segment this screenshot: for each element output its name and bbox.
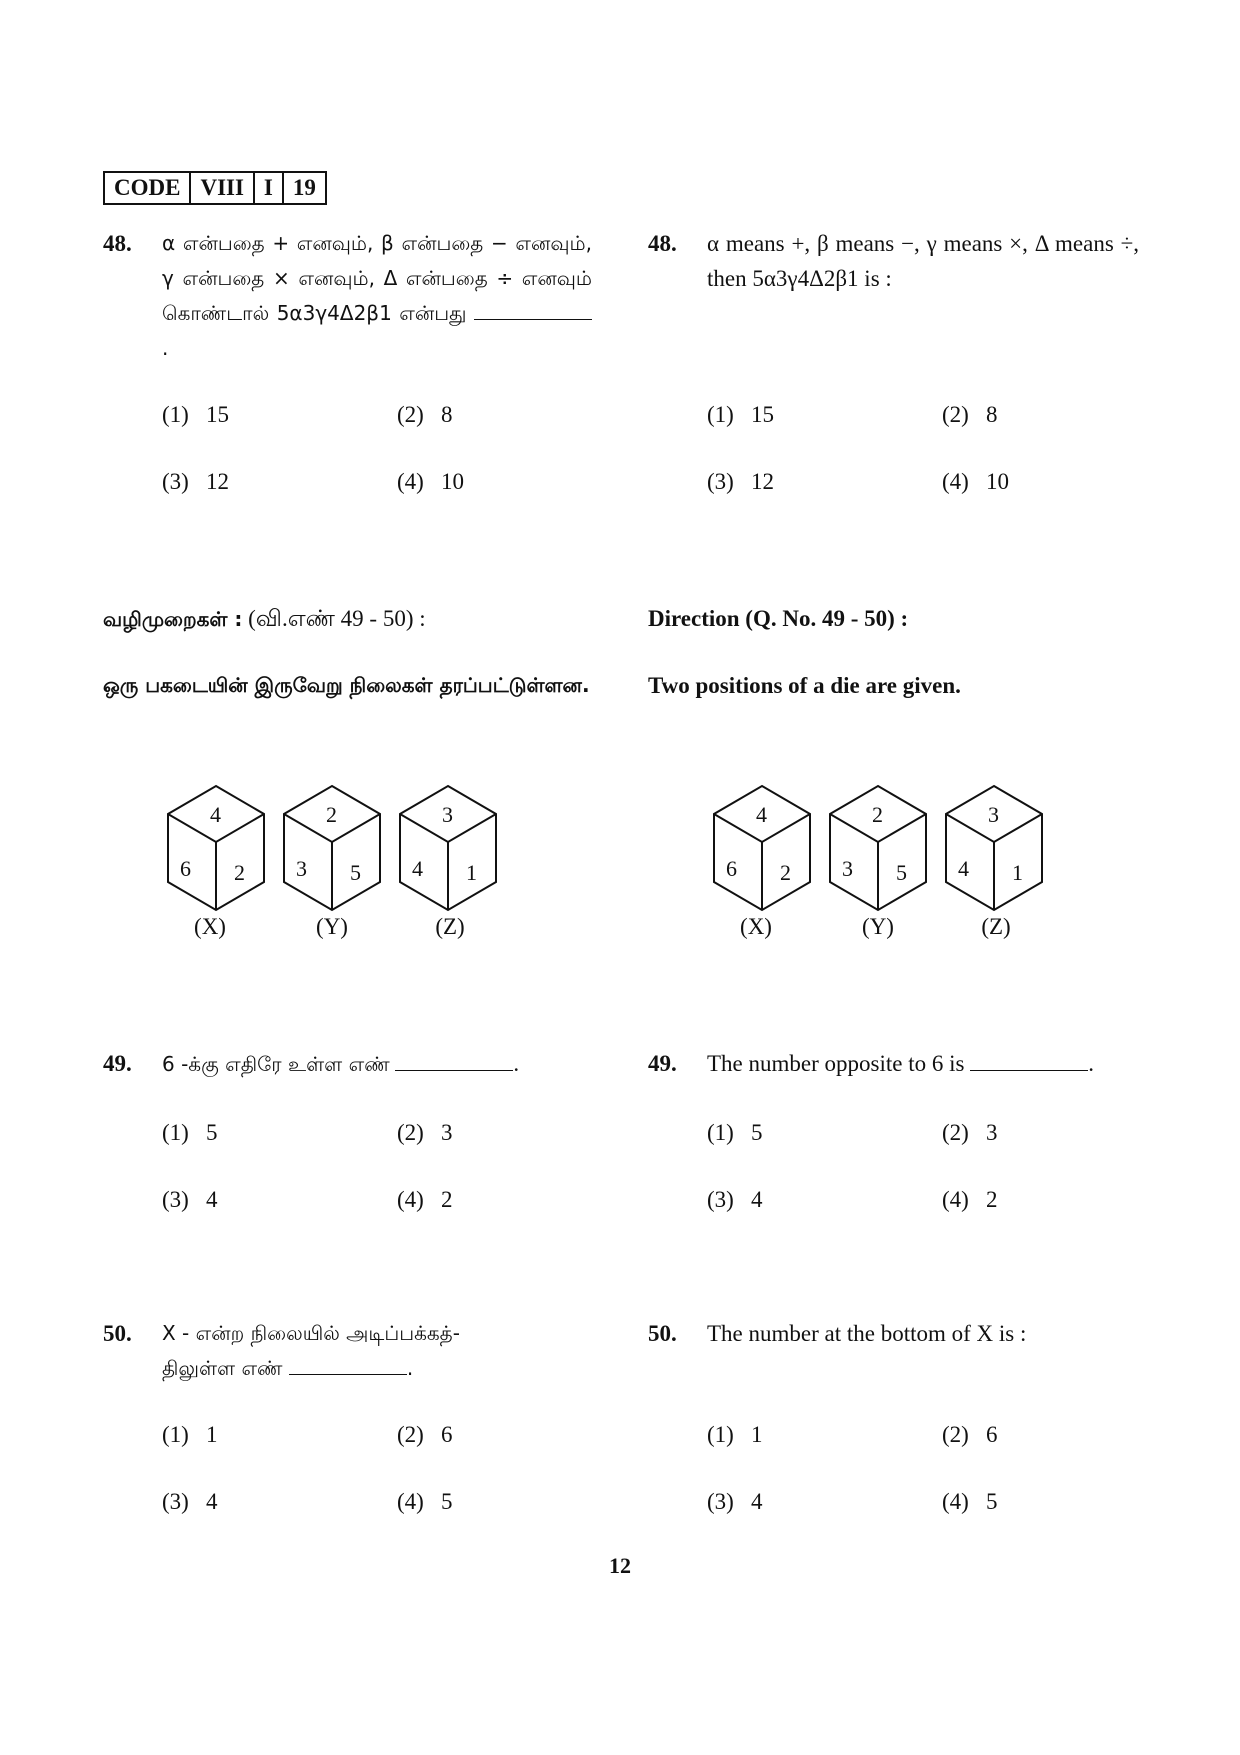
question-number: 49. [648, 1051, 677, 1076]
option-value: 3 [441, 1120, 453, 1145]
die-face-left: 6 [726, 856, 737, 881]
option-number: (3) [162, 1187, 189, 1212]
option[interactable] [942, 1487, 998, 1517]
option-value: 2 [441, 1187, 453, 1212]
die-face-top: 3 [988, 802, 999, 827]
option[interactable] [397, 1118, 453, 1148]
answer-blank [474, 299, 592, 320]
option[interactable] [162, 467, 229, 497]
option-number: (1) [162, 1120, 189, 1145]
option-number: (2) [397, 402, 424, 427]
answer-blank [395, 1050, 513, 1071]
option[interactable] [942, 467, 1009, 497]
option-value: 4 [206, 1187, 218, 1212]
option-value: 4 [751, 1489, 763, 1514]
option[interactable] [162, 1487, 218, 1517]
option-value: 5 [986, 1489, 998, 1514]
option[interactable] [397, 1420, 453, 1450]
die-face-right: 1 [466, 860, 477, 885]
option-number: (2) [942, 402, 969, 427]
die-face-right: 1 [1012, 860, 1023, 885]
option-number: (3) [162, 469, 189, 494]
direction-heading-tamil-range: (வி.எண் 49 - 50) : [248, 606, 426, 631]
option-number: (3) [707, 1489, 734, 1514]
option-number: (4) [942, 469, 969, 494]
die-z [946, 786, 1042, 910]
die-face-right: 5 [896, 860, 907, 885]
option[interactable] [707, 400, 774, 430]
option-number: (3) [707, 469, 734, 494]
option-number: (4) [942, 1187, 969, 1212]
direction-text-english: Two positions of a die are given. [648, 673, 961, 698]
option-value: 12 [751, 469, 774, 494]
option-number: (1) [162, 1422, 189, 1447]
die-face-left: 3 [842, 856, 853, 881]
option-value: 1 [206, 1422, 218, 1447]
option-value: 10 [986, 469, 1009, 494]
die-x [168, 786, 264, 910]
die-face-top: 2 [326, 802, 337, 827]
option[interactable] [162, 400, 229, 430]
q48-tamil-text: α என்பதை + எனவும், β என்பதை − எனவும், γ என்பதை × எனவும், Δ என்பதை ÷ எனவும் கொண்டால் 5α3γ4Δ2β1 என்பது [162, 231, 592, 325]
option-value: 10 [441, 469, 464, 494]
option-number: (2) [397, 1120, 424, 1145]
direction-text-tamil: ஒரு பகடையின் இருவேறு நிலைகள் தரப்பட்டுள்ளன. [103, 673, 590, 697]
die-face-top: 4 [210, 802, 221, 827]
die-face-right: 2 [780, 860, 791, 885]
option-number: (1) [707, 1422, 734, 1447]
option-number: (1) [707, 1120, 734, 1145]
option-value: 2 [986, 1187, 998, 1212]
option-number: (3) [707, 1187, 734, 1212]
option[interactable] [162, 1420, 218, 1450]
option-value: 8 [441, 402, 453, 427]
option[interactable] [162, 1185, 218, 1215]
option-value: 12 [206, 469, 229, 494]
option[interactable] [707, 1118, 763, 1148]
die-face-top: 4 [756, 802, 767, 827]
die-face-right: 2 [234, 860, 245, 885]
option-value: 15 [751, 402, 774, 427]
die-label: (Y) [316, 914, 348, 939]
answer-blank [289, 1354, 407, 1375]
die-face-left: 6 [180, 856, 191, 881]
q49-tamil-text: 6 -க்கு எதிரே உள்ள எண் [162, 1052, 390, 1076]
direction-heading-tamil-label: வழிமுறைகள் : [103, 607, 243, 631]
option[interactable] [707, 467, 774, 497]
option-value: 6 [441, 1422, 453, 1447]
die-face-left: 4 [958, 856, 969, 881]
question-text-tamil: α என்பதை + எனவும், β என்பதை − எனவும், γ என்பதை × எனவும், Δ என்பதை ÷ எனவும் கொண்டால் 5α3γ4Δ2β1 என்பது . [162, 231, 592, 360]
option-number: (4) [942, 1489, 969, 1514]
option-value: 5 [751, 1120, 763, 1145]
question-text-english: The number opposite to 6 is . [707, 1051, 1094, 1076]
option[interactable] [942, 1185, 998, 1215]
q49-english-text: The number opposite to 6 is [707, 1051, 965, 1076]
die-y [830, 786, 926, 910]
option[interactable] [397, 1487, 453, 1517]
page-number: 12 [609, 1553, 631, 1578]
question-text-english: The number at the bottom of X is : [707, 1321, 1027, 1346]
option[interactable] [707, 1420, 763, 1450]
option[interactable] [397, 1185, 453, 1215]
option-number: (3) [162, 1489, 189, 1514]
code-cell: VIII [191, 173, 254, 203]
q50-tamil-line1: X - என்ற நிலையில் அடிப்பக்கத்- [162, 1321, 460, 1345]
option[interactable] [942, 1420, 998, 1450]
option-value: 8 [986, 402, 998, 427]
die-y [284, 786, 380, 910]
option-value: 1 [751, 1422, 763, 1447]
option-value: 4 [751, 1187, 763, 1212]
option[interactable] [942, 1118, 998, 1148]
direction-heading-tamil [103, 601, 426, 637]
option-value: 5 [441, 1489, 453, 1514]
option[interactable] [162, 1118, 218, 1148]
option-value: 4 [206, 1489, 218, 1514]
option[interactable] [397, 467, 464, 497]
die-label: (Z) [981, 914, 1011, 939]
question-text-tamil: 6 -க்கு எதிரே உள்ள எண் . [162, 1051, 520, 1076]
code-cell: 19 [292, 175, 316, 200]
question-number: 49. [103, 1051, 132, 1076]
option[interactable] [942, 400, 998, 430]
option-value: 5 [206, 1120, 218, 1145]
question-text-english: α means +, β means −, γ means ×, Δ means ÷, then 5α3γ4Δ2β1 is : [707, 231, 1139, 291]
die-face-top: 2 [872, 802, 883, 827]
code-cell: CODE [105, 173, 191, 203]
code-box [103, 171, 327, 205]
die-face-right: 5 [350, 860, 361, 885]
option[interactable] [707, 1185, 763, 1215]
question-text-tamil: X - என்ற நிலையில் அடிப்பக்கத்- திலுள்ள எண் . [162, 1316, 602, 1386]
option-number: (2) [397, 1422, 424, 1447]
option-value: 3 [986, 1120, 998, 1145]
option-number: (4) [397, 1187, 424, 1212]
option[interactable] [707, 1487, 763, 1517]
die-face-left: 4 [412, 856, 423, 881]
option-number: (2) [942, 1422, 969, 1447]
question-number: 50. [648, 1321, 677, 1346]
die-face-left: 3 [296, 856, 307, 881]
die-label: (Z) [435, 914, 465, 939]
option-number: (2) [942, 1120, 969, 1145]
option-value: 6 [986, 1422, 998, 1447]
direction-heading-english: Direction (Q. No. 49 - 50) : [648, 606, 909, 631]
die-face-top: 3 [442, 802, 453, 827]
question-number: 50. [103, 1321, 132, 1346]
question-number: 48. [103, 231, 132, 256]
die-label: (Y) [862, 914, 894, 939]
die-label: (X) [194, 914, 226, 939]
die-label: (X) [740, 914, 772, 939]
option-number: (4) [397, 1489, 424, 1514]
die-x [714, 786, 810, 910]
answer-blank [970, 1050, 1088, 1071]
question-number: 48. [648, 231, 677, 256]
code-cell: I [255, 173, 284, 203]
option-value: 15 [206, 402, 229, 427]
option-number: (1) [162, 402, 189, 427]
option-number: (1) [707, 402, 734, 427]
die-z [400, 786, 496, 910]
option[interactable] [397, 400, 453, 430]
option-number: (4) [397, 469, 424, 494]
q50-tamil-line2: திலுள்ள எண் [162, 1356, 283, 1380]
